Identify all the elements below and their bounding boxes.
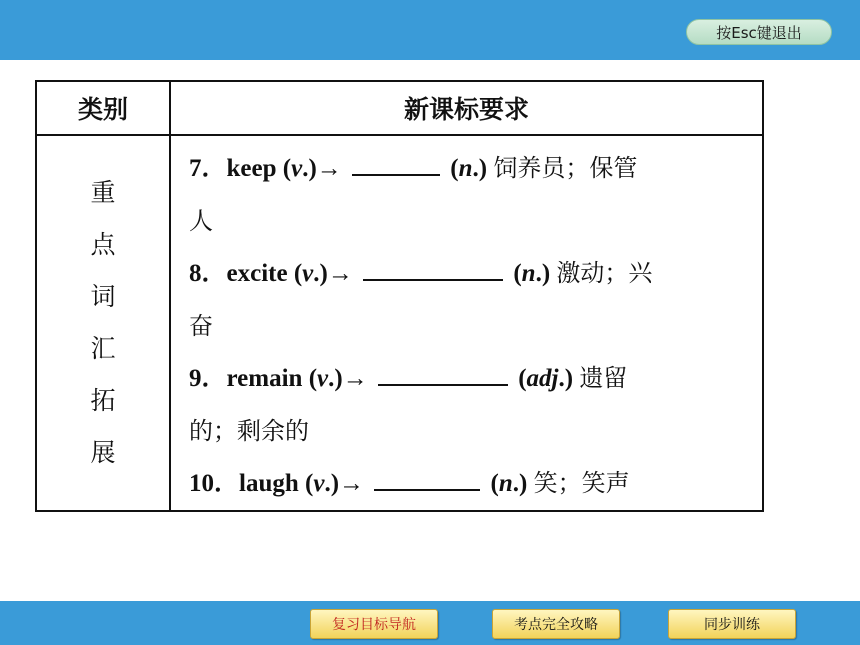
- category-char: 词: [90, 282, 116, 311]
- nav-review-goals-button[interactable]: 复习目标导航: [310, 609, 438, 639]
- item-meaning: 激动；兴: [556, 259, 653, 287]
- item-number: 10．: [189, 470, 240, 497]
- item-pos: v: [317, 365, 329, 392]
- item-word: keep: [226, 155, 277, 182]
- item-meaning: 笑；笑声: [533, 469, 630, 497]
- category-cell: [36, 135, 170, 511]
- item-pos: v: [291, 155, 303, 182]
- answer-blank[interactable]: [378, 356, 508, 386]
- item-number: 8．: [189, 260, 227, 287]
- answer-blank[interactable]: [374, 461, 480, 491]
- answer-blank[interactable]: [352, 146, 440, 176]
- item-meaning-cont: 人: [189, 207, 213, 235]
- header-category: 类别: [36, 81, 170, 135]
- item-pos: v: [313, 470, 325, 497]
- arrow-icon: →: [342, 365, 368, 392]
- exit-button[interactable]: 按Esc键退出: [686, 19, 832, 45]
- item-word: laugh: [239, 470, 299, 497]
- list-item: 8．excite (v.)→ (n.) 激动；兴: [189, 247, 746, 300]
- category-char: 汇: [90, 334, 116, 363]
- category-char: 展: [90, 438, 116, 467]
- item-number: 7．: [189, 155, 227, 182]
- arrow-icon: →: [316, 155, 342, 182]
- item-word: excite: [226, 260, 288, 287]
- category-char: 重: [90, 178, 116, 207]
- item-derived-pos: adj: [526, 365, 559, 392]
- top-bar: [0, 0, 860, 60]
- nav-practice-button[interactable]: 同步训练: [668, 609, 796, 639]
- vocabulary-table: [35, 80, 764, 512]
- list-item: 10．laugh (v.)→ (n.) 笑；笑声: [189, 457, 746, 510]
- item-meaning: 遗留: [579, 364, 628, 392]
- arrow-icon: →: [327, 260, 353, 287]
- item-number: 9．: [189, 365, 227, 392]
- answer-blank[interactable]: [363, 251, 503, 281]
- item-derived-pos: n: [521, 260, 536, 287]
- list-item: 7．keep (v.)→ (n.) 饲养员；保管: [189, 142, 746, 195]
- item-derived-pos: n: [498, 470, 513, 497]
- bottom-nav-bar: [0, 601, 860, 645]
- category-char: 拓: [90, 386, 116, 415]
- item-meaning: 饲养员；保管: [493, 154, 638, 182]
- nav-key-points-button[interactable]: 考点完全攻略: [492, 609, 620, 639]
- header-requirement: 新课标要求: [170, 81, 763, 135]
- list-item: 9．remain (v.)→ (adj.) 遗留: [189, 352, 746, 405]
- content-cell: [170, 135, 763, 511]
- category-char: 点: [90, 230, 116, 259]
- item-meaning-cont: 的；剩余的: [189, 417, 309, 445]
- item-word: remain: [226, 365, 303, 392]
- arrow-icon: →: [339, 470, 365, 497]
- item-pos: v: [302, 260, 314, 287]
- item-derived-pos: n: [458, 155, 473, 182]
- item-meaning-cont: 奋: [189, 312, 213, 340]
